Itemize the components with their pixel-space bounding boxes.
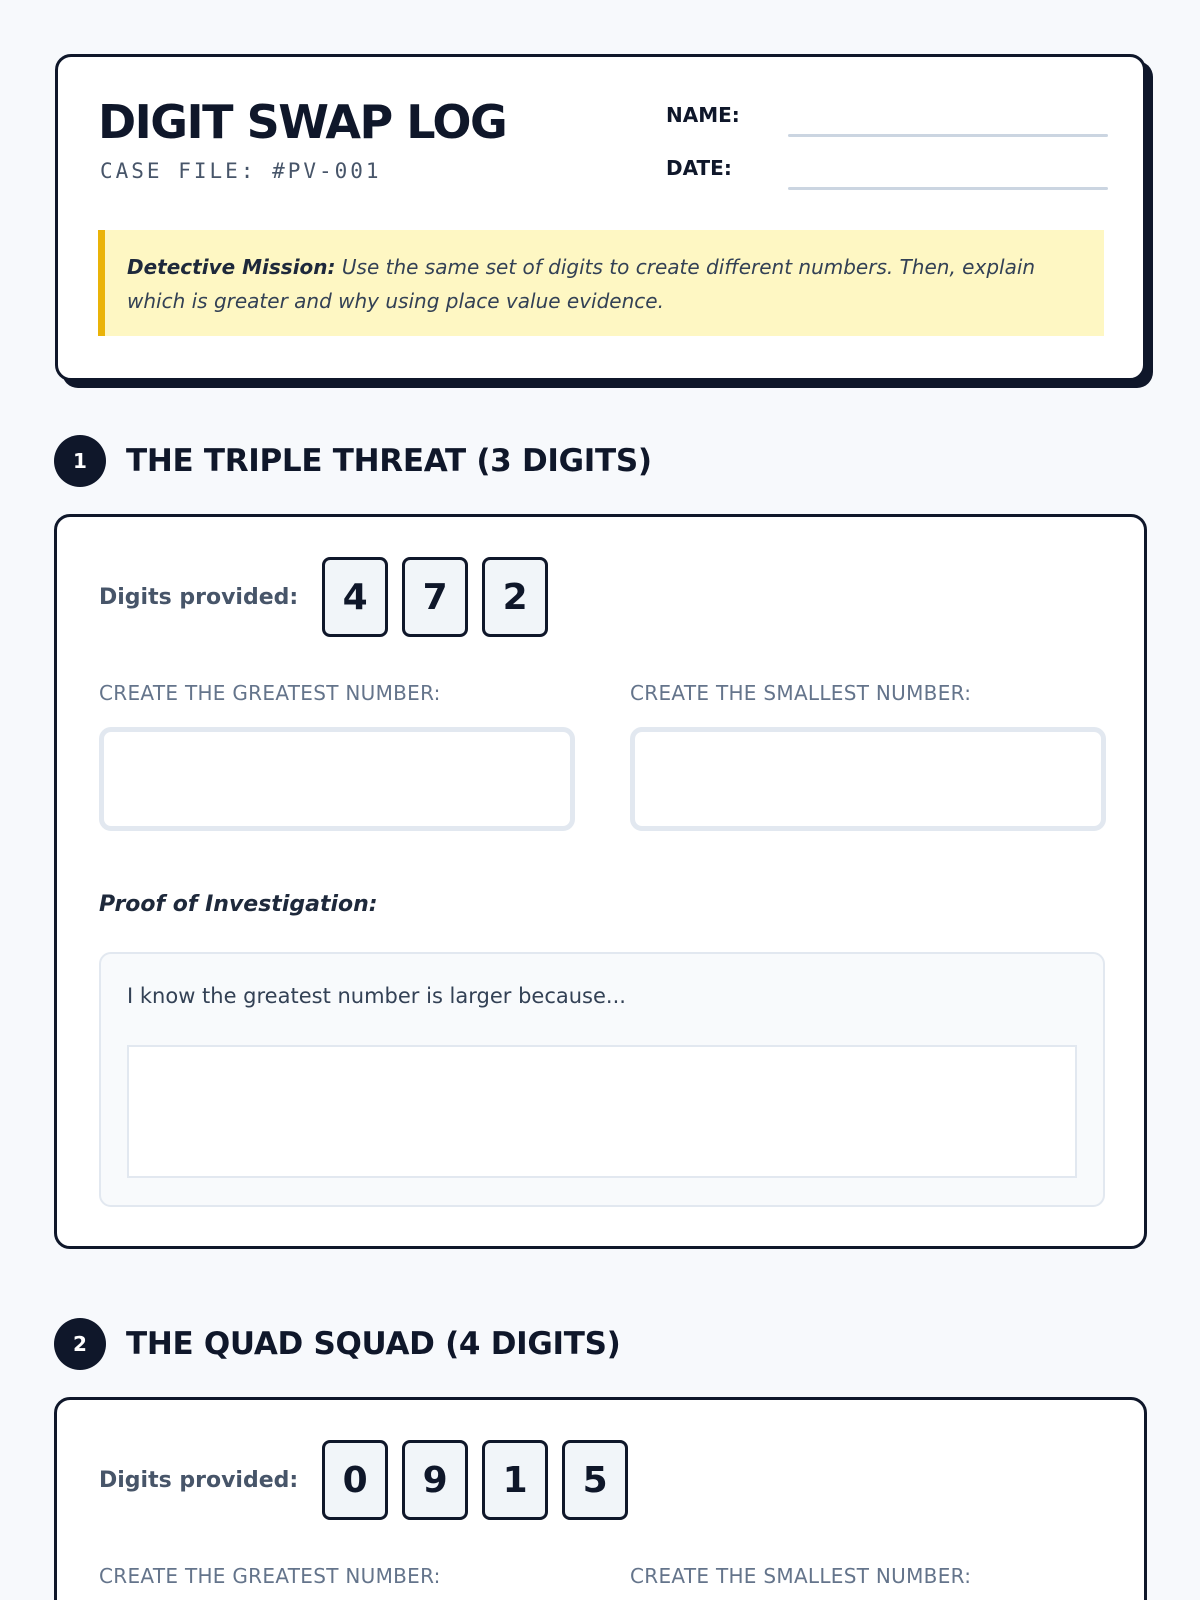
mission-callout <box>98 230 1104 336</box>
section-1-heading <box>54 435 652 487</box>
mission-text: Use the same set of digits to create different numbers. Then, explain which is greater and why using place value evidence. <box>127 255 1036 313</box>
mission-lead: Detective Mission: <box>127 255 336 279</box>
digit-tile: 4 <box>322 557 388 637</box>
greatest-label: CREATE THE GREATEST NUMBER: <box>99 1564 441 1588</box>
digit-tile: 9 <box>402 1440 468 1520</box>
case-file-id: CASE FILE: #PV-001 <box>100 159 382 183</box>
header-card <box>55 54 1146 381</box>
name-label: NAME: <box>666 103 740 127</box>
proof-prompt: I know the greatest number is larger because... <box>127 984 626 1008</box>
section-title: THE QUAD SQUAD (4 DIGITS) <box>126 1326 621 1362</box>
proof-label: Proof of Investigation: <box>99 892 378 917</box>
section-1-card <box>54 514 1147 1249</box>
greatest-label: CREATE THE GREATEST NUMBER: <box>99 681 441 705</box>
digit-tile: 2 <box>482 557 548 637</box>
proof-box <box>99 952 1105 1207</box>
digits-row <box>99 1440 642 1520</box>
section-2-heading <box>54 1318 620 1370</box>
smallest-number-input[interactable] <box>630 727 1106 831</box>
smallest-label: CREATE THE SMALLEST NUMBER: <box>630 1564 972 1588</box>
smallest-label: CREATE THE SMALLEST NUMBER: <box>630 681 972 705</box>
section-title: THE TRIPLE THREAT (3 DIGITS) <box>126 443 652 479</box>
digit-tile: 0 <box>322 1440 388 1520</box>
digit-tile: 5 <box>562 1440 628 1520</box>
page-title: DIGIT SWAP LOG <box>98 95 507 149</box>
proof-answer-input[interactable] <box>127 1045 1077 1178</box>
digits-label: Digits provided: <box>99 584 299 610</box>
section-number-badge: 1 <box>54 435 106 487</box>
section-2-card <box>54 1397 1147 1600</box>
digits-row <box>99 557 562 637</box>
digits-label: Digits provided: <box>99 1467 299 1493</box>
date-label: DATE: <box>666 156 732 180</box>
section-number-badge: 2 <box>54 1318 106 1370</box>
name-field[interactable] <box>788 134 1108 137</box>
digit-tile: 7 <box>402 557 468 637</box>
greatest-number-input[interactable] <box>99 727 575 831</box>
digit-tile: 1 <box>482 1440 548 1520</box>
date-field[interactable] <box>788 187 1108 190</box>
